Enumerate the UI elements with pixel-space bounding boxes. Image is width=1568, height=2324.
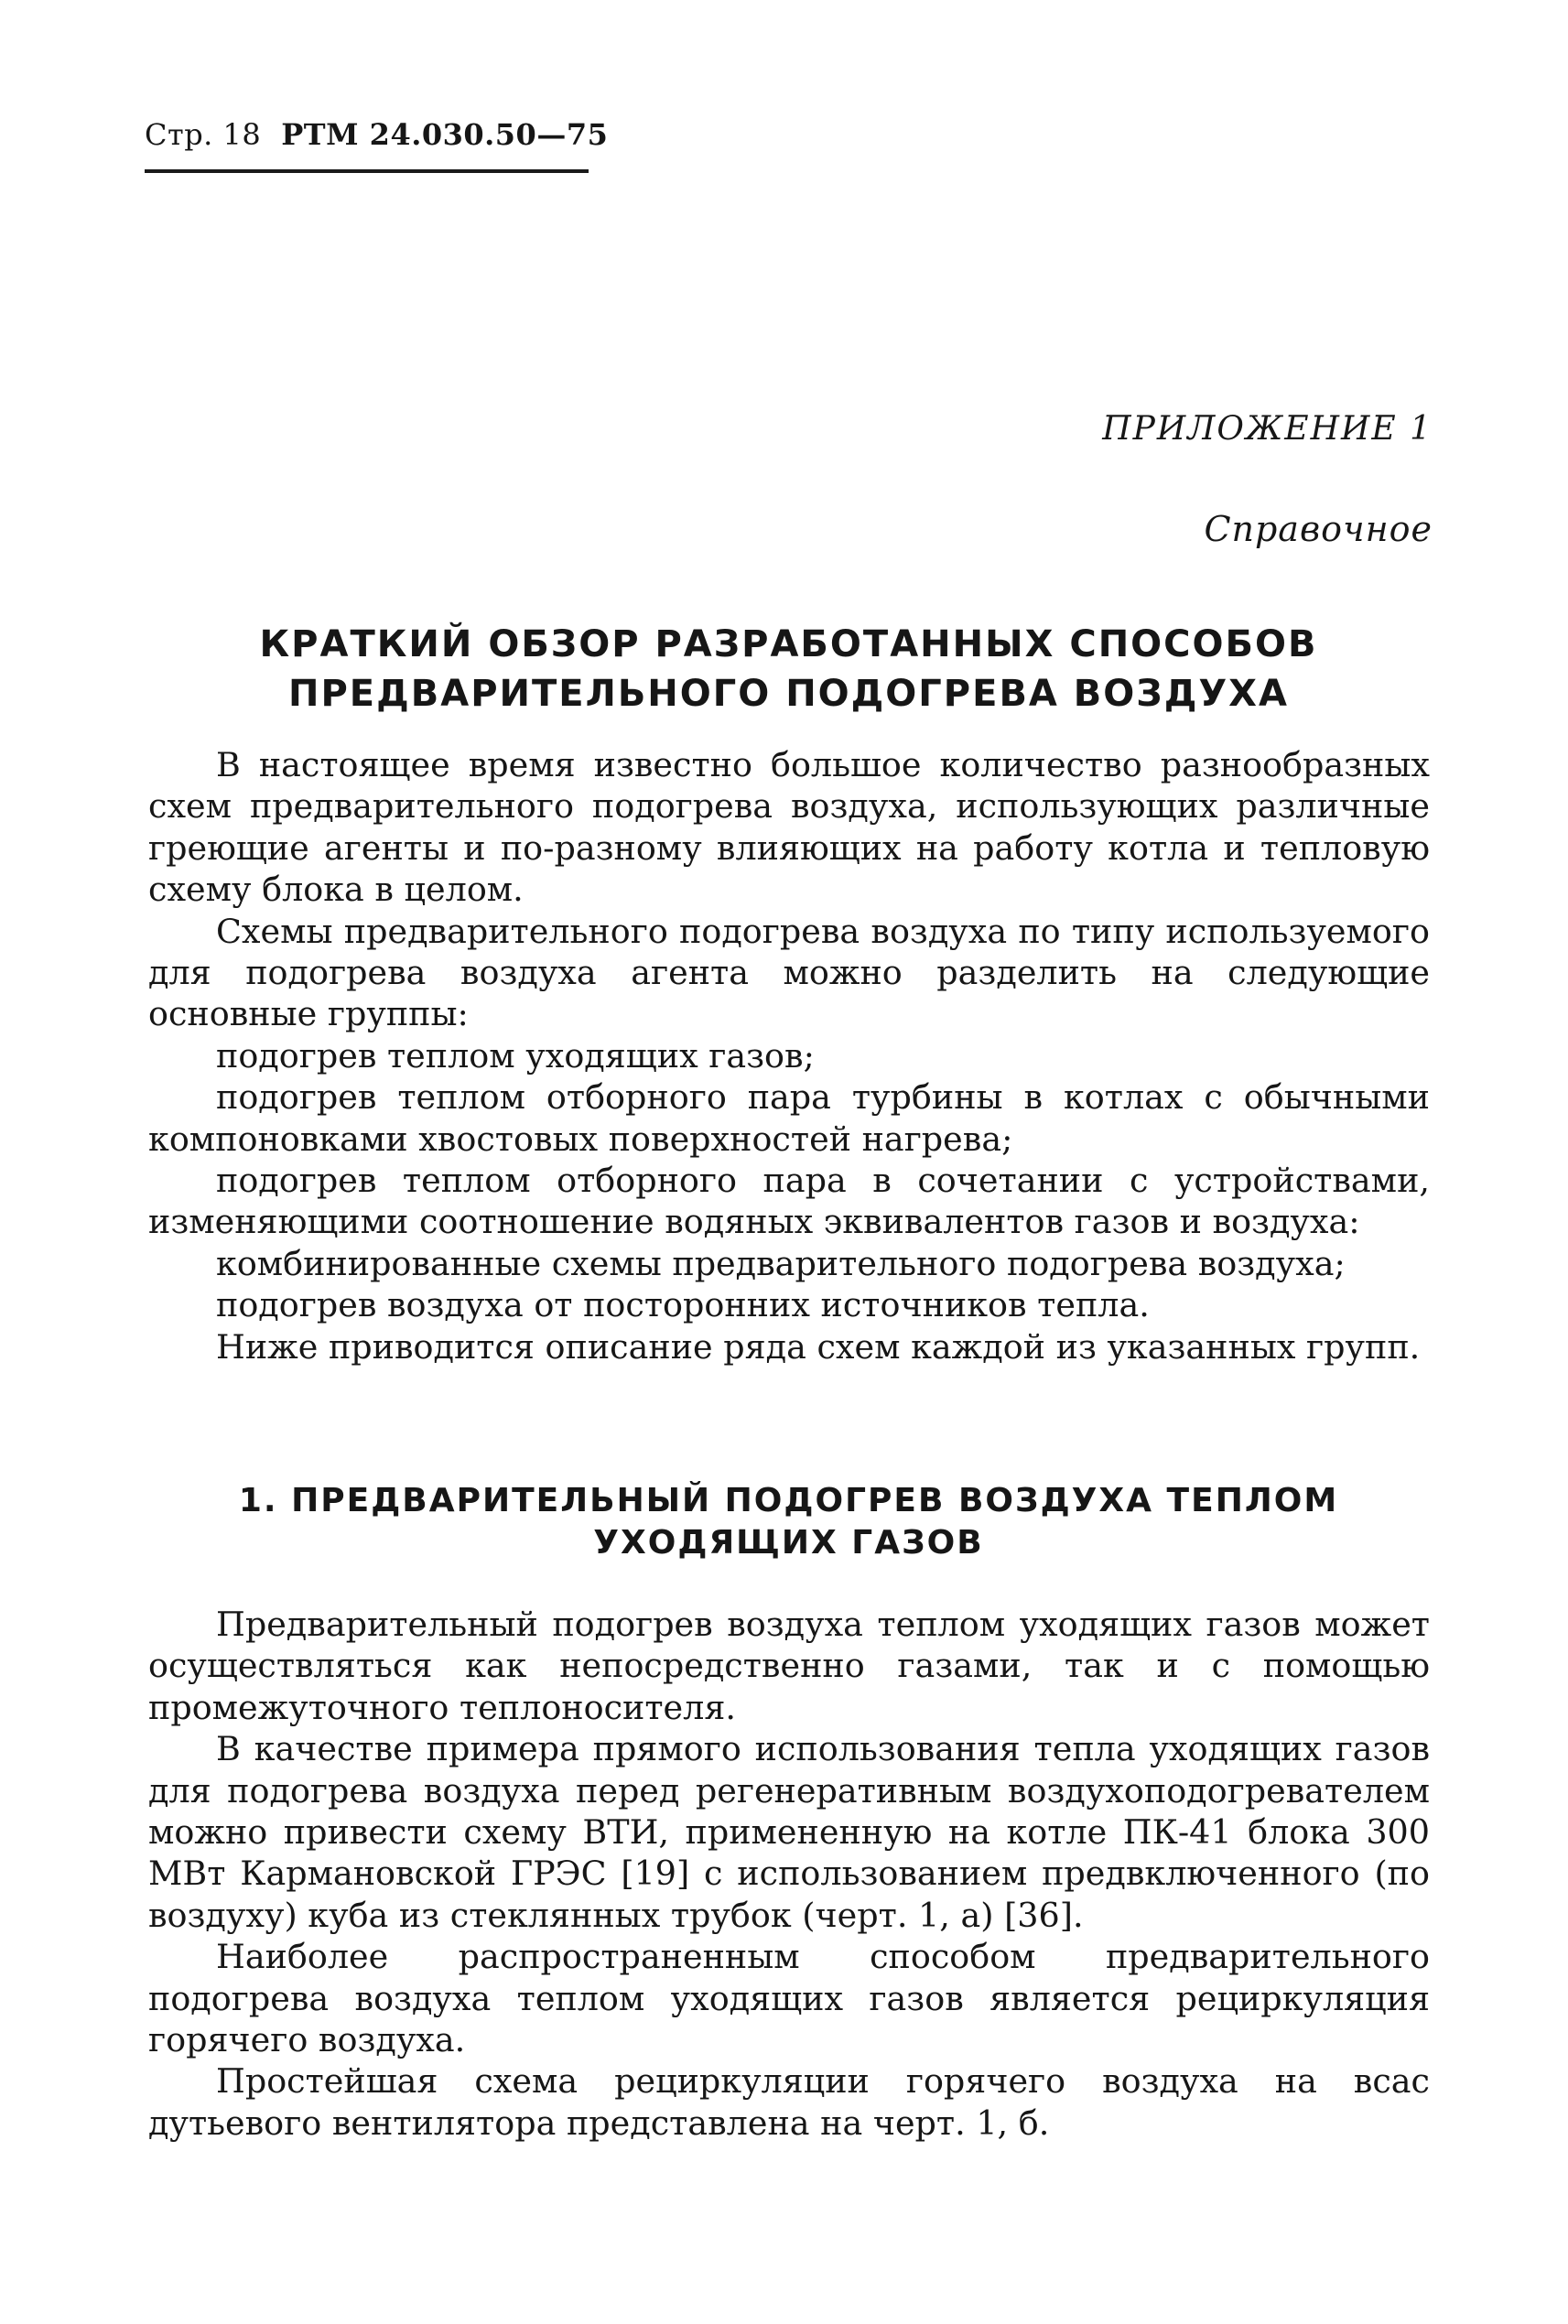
paragraph: Схемы предварительного подогрева воздуха по типу используемого для подогрева воздуха агента можно разделить на следующие основные группы: bbox=[148, 911, 1430, 1034]
page-title bbox=[145, 620, 1433, 719]
list-item: комбинированные схемы предварительного подогрева воздуха; bbox=[216, 1243, 1346, 1283]
intro-text bbox=[148, 744, 1430, 1367]
paragraph: Предварительный подогрев воздуха теплом уходящих газов может осуществляться как непосредственно газами, так и с помощью промежуточного теплоносителя. bbox=[148, 1605, 1430, 1727]
section-1-title-line-2: УХОДЯЩИХ ГАЗОВ bbox=[593, 1524, 984, 1562]
document-code: РТМ 24.030.50—75 bbox=[281, 117, 609, 152]
list-item: подогрев теплом отборного пара турбины в котлах с обычными компоновками хвостовых поверхностей нагрева; bbox=[148, 1077, 1430, 1159]
paragraph: Наиболее распространенным способом предварительного подогрева воздуха теплом уходящих газов является рециркуляция горячего воздуха. bbox=[148, 1937, 1430, 2060]
list-item: подогрев теплом уходящих газов; bbox=[216, 1035, 815, 1076]
appendix-label: ПРИЛОЖЕНИЕ 1 bbox=[1102, 410, 1433, 448]
paragraph: В качестве примера прямого использования тепла уходящих газов для подогрева воздуха перед регенеративным воздухоподогревателем можно привести схему ВТИ, примененную на котле ПК-41 блока 300 МВт Кармановской ГРЭС [19] с использованием предвключенного (по воздуху) куба из стеклянных трубок (черт. 1, а) [36]. bbox=[148, 1729, 1430, 1935]
header-rule bbox=[145, 169, 589, 173]
page-title-line-2: ПРЕДВАРИТЕЛЬНОГО ПОДОГРЕВА ВОЗДУХА bbox=[288, 673, 1289, 715]
reference-label: Справочное bbox=[1204, 509, 1433, 549]
page-number: Стр. 18 bbox=[145, 117, 262, 152]
section-1-title bbox=[145, 1480, 1433, 1564]
list-item: подогрев воздуха от посторонних источников тепла. bbox=[216, 1285, 1150, 1325]
page-title-line-1: КРАТКИЙ ОБЗОР РАЗРАБОТАННЫХ СПОСОБОВ bbox=[259, 623, 1318, 665]
list-item: подогрев теплом отборного пара в сочетании с устройствами, изменяющими соотношение водяных эквивалентов газов и воздуха: bbox=[148, 1161, 1430, 1242]
paragraph: Ниже приводится описание ряда схем каждой из указанных групп. bbox=[216, 1326, 1421, 1367]
section-1-text bbox=[148, 1604, 1430, 2144]
paragraph: Простейшая схема рециркуляции горячего воздуха на всас дутьевого вентилятора представлена на черт. 1, б. bbox=[148, 2061, 1430, 2143]
paragraph: В настоящее время известно большое количество разнообразных схем предварительного подогрева воздуха, использующих различные греющие агенты и по-разному влияющих на работу котла и тепловую схему блока в целом. bbox=[148, 745, 1430, 910]
page-header bbox=[145, 117, 608, 152]
section-1-title-line-1: 1. ПРЕДВАРИТЕЛЬНЫЙ ПОДОГРЕВ ВОЗДУХА ТЕПЛОМ bbox=[238, 1482, 1339, 1519]
